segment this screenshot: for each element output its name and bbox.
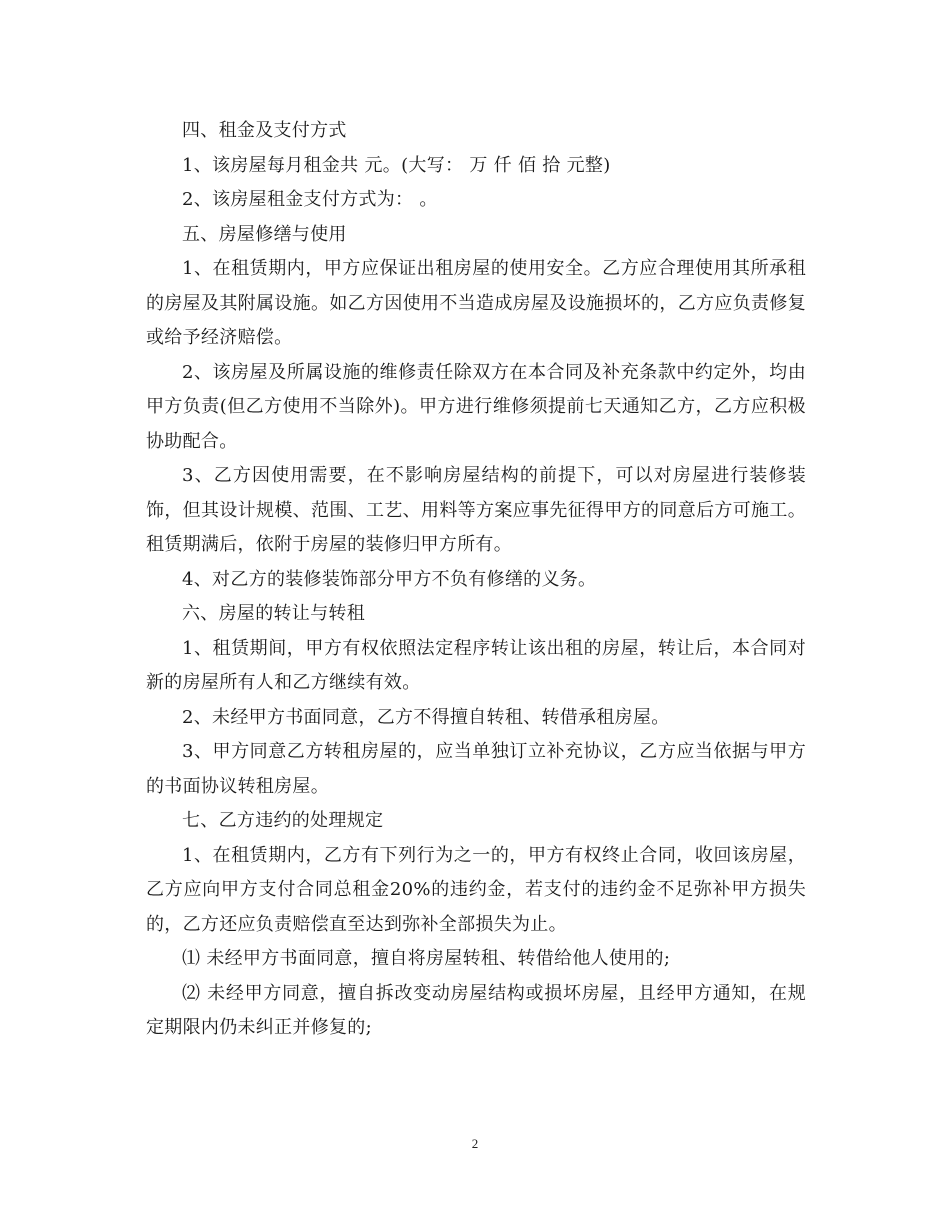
clause-paragraph: 1、在租赁期内，甲方应保证出租房屋的使用安全。乙方应合理使用其所承租的房屋及其附属设施。如乙方因使用不当造成房屋及设施损坏的，乙方应负责修复或给予经济赔偿。 xyxy=(146,258,806,348)
clause-paragraph: 3、乙方因使用需要，在不影响房屋结构的前提下，可以对房屋进行装修装饰，但其设计规模、范围、工艺、用料等方案应事先征得甲方的同意后方可施工。租赁期满后，依附于房屋的装修归甲方所有。 xyxy=(146,465,806,555)
page-number: 2 xyxy=(471,1136,479,1151)
clause-paragraph: 2、该房屋及所属设施的维修责任除双方在本合同及补充条款中约定外，均由甲方负责(但乙方使用不当除外)。甲方进行维修须提前七天通知乙方，乙方应积极协助配合。 xyxy=(146,361,806,452)
clause-paragraph: 4、对乙方的装修装饰部分甲方不负有修缮的义务。 xyxy=(182,568,597,590)
clause-paragraph: 1、在租赁期内，乙方有下列行为之一的，甲方有权终止合同，收回该房屋，乙方应向甲方支付合同总租金20%的违约金，若支付的违约金不足弥补甲方损失的，乙方还应负责赔偿直至达到弥补全部损失为止。 xyxy=(146,844,806,935)
section-heading-rent: 四、租金及支付方式 xyxy=(182,120,347,141)
clause-paragraph: 3、甲方同意乙方转租房屋的，应当单独订立补充协议，乙方应当依据与甲方的书面协议转租房屋。 xyxy=(146,741,806,797)
sub-clause-paragraph: ⑴ 未经甲方书面同意，擅自将房屋转租、转借给他人使用的; xyxy=(182,948,671,969)
clause-paragraph: 2、未经甲方书面同意，乙方不得擅自转租、转借承租房屋。 xyxy=(182,706,670,728)
clause-paragraph: 1、租赁期间，甲方有权依照法定程序转让该出租的房屋，转让后，本合同对新的房屋所有人和乙方继续有效。 xyxy=(146,637,806,693)
clause-paragraph: 1、该房屋每月租金共 元。(大写： 万 仟 佰 拾 元整) xyxy=(182,154,611,176)
document-body xyxy=(146,114,806,1046)
sub-clause-paragraph: ⑵ 未经甲方同意，擅自拆改变动房屋结构或损坏房屋，且经甲方通知，在规定期限内仍未纠正并修复的; xyxy=(146,982,806,1038)
clause-paragraph: 2、该房屋租金支付方式为： 。 xyxy=(182,189,438,210)
section-heading-transfer: 六、房屋的转让与转租 xyxy=(182,603,365,624)
section-heading-breach: 七、乙方违约的处理规定 xyxy=(182,810,384,831)
section-heading-repair: 五、房屋修缮与使用 xyxy=(182,223,347,245)
